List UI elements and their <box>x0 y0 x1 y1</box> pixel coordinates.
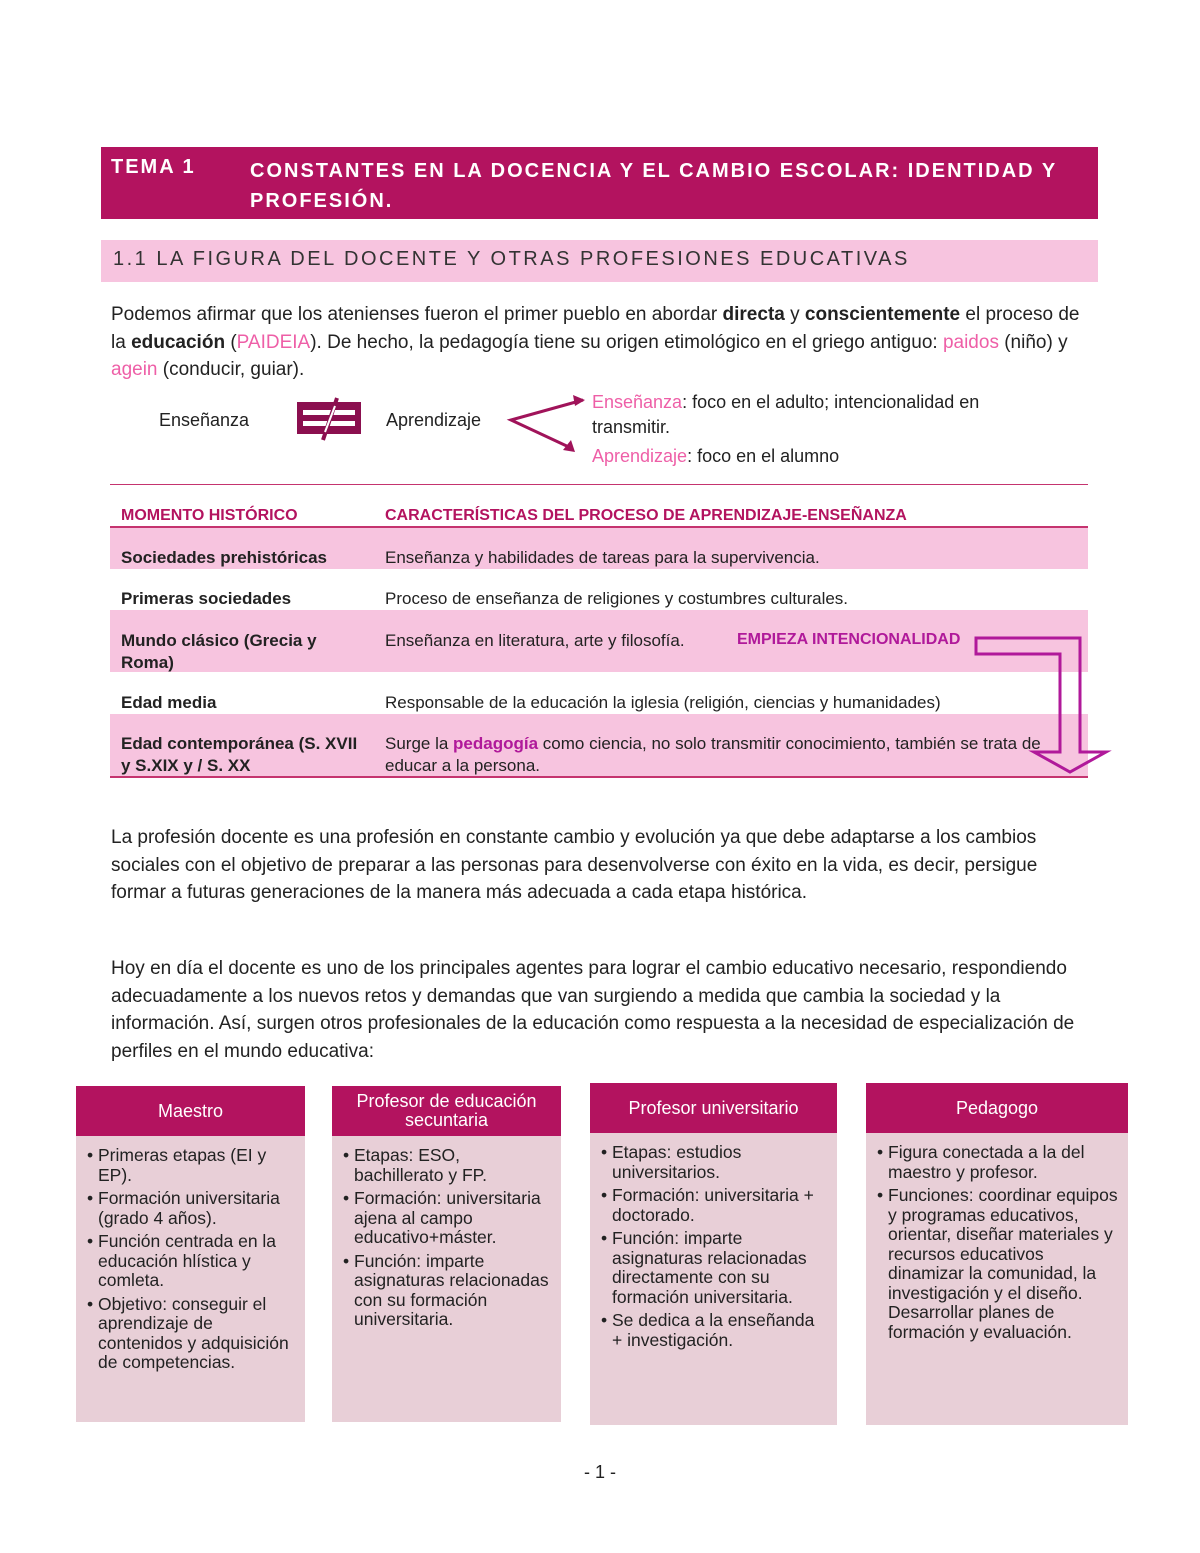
text: Surge la <box>385 734 454 753</box>
profile-card-pedagogo <box>866 1083 1128 1425</box>
pink-term: Enseñanza <box>592 392 683 412</box>
card-title: Maestro <box>76 1086 305 1136</box>
not-equal-icon <box>295 396 363 442</box>
diagram-left-label: Enseñanza <box>159 410 250 430</box>
card-title: Profesor de educación secuntaria <box>332 1086 561 1136</box>
text: ( <box>225 331 237 353</box>
bold-term: conscientemente <box>804 304 961 325</box>
table-cell-desc: Enseñanza y habilidades de tareas para la supervivencia. <box>385 548 820 567</box>
table-header-period: MOMENTO HISTÓRICO <box>121 507 298 524</box>
list-item: • Formación: universitaria ajena al campo educativo+máster. <box>346 1189 553 1248</box>
list-item: • Etapas: estudios universitarios. <box>604 1143 829 1182</box>
table-cell-desc: Proceso de enseñanza de religiones y costumbres culturales. <box>385 589 849 608</box>
pink-term: agein <box>111 359 158 380</box>
text: ). De hecho, la pedagogía tiene su origen etimológico en el griego antiguo: <box>310 331 943 353</box>
list-item: • Formación: universitaria + doctorado. <box>604 1186 829 1225</box>
pink-term: Aprendizaje <box>592 446 688 466</box>
profession-paragraph: La profesión docente es una profesión en constante cambio y evolución ya que debe adaptarse a los cambios sociales con el objetivo de preparar a las personas para desenvolverse con éxito en la vida, es decir, persigue formar a futuras generaciones de la manera más adecuada a cada etapa histórica. <box>111 827 1038 903</box>
card-list <box>866 1133 1128 1342</box>
diagram-right-label: Aprendizaje <box>386 410 482 430</box>
table-cell-desc: Enseñanza en literatura, arte y filosofía. <box>385 631 685 650</box>
list-item: • Figura conectada a la del maestro y profesor. <box>880 1143 1118 1182</box>
pink-term: paidos <box>942 331 999 353</box>
table-cell-period: Edad contemporánea (S. XVII y S.XIX y / S. XX <box>121 734 358 775</box>
highlight-term: pedagogía <box>453 734 539 753</box>
chapter-title-bar <box>101 147 1098 219</box>
list-item: • Funciones: coordinar equipos y programas educativos, orientar, diseñar materiales y recursos educativos dinamizar la comunidad, la investigación y el diseño. Desarrollar planes de formación y evaluación. <box>880 1186 1118 1342</box>
list-item: • Formación universitaria (grado 4 años). <box>90 1189 297 1228</box>
text: como ciencia, no solo transmitir conocimiento, también se trata de educar a la persona. <box>385 734 1041 775</box>
list-item: • Función: imparte asignaturas relacionadas directamente con su formación universitaria. <box>604 1229 829 1307</box>
card-title: Profesor universitario <box>590 1083 837 1133</box>
profile-card-maestro <box>76 1086 305 1422</box>
text: : foco en el alumno <box>687 446 840 466</box>
text: : foco en el adulto; intencionalidad en transmitir. <box>592 392 980 437</box>
section-heading: 1.1 LA FIGURA DEL DOCENTE Y OTRAS PROFESIONES EDUCATIVAS <box>113 248 910 270</box>
text: y <box>784 304 805 325</box>
table-cell-period: Edad media <box>121 693 217 712</box>
card-title: Pedagogo <box>866 1083 1128 1133</box>
text: Podemos afirmar que los atenienses fueron el primer pueblo en abordar <box>111 304 723 325</box>
table-header-characteristics: CARACTERÍSTICAS DEL PROCESO DE APRENDIZAJE-ENSEÑANZA <box>385 507 907 524</box>
list-item: • Etapas: ESO, bachillerato y FP. <box>346 1146 553 1185</box>
chapter-title: CONSTANTES EN LA DOCENCIA Y EL CAMBIO ESCOLAR: IDENTIDAD Y PROFESIÓN. <box>250 160 1057 212</box>
table-cell-desc: Responsable de la educación la iglesia (religión, ciencias y humanidades) <box>385 693 941 712</box>
text: (niño) y <box>998 331 1068 353</box>
table-cell-period: Sociedades prehistóricas <box>121 548 327 567</box>
table-top-rule <box>110 484 1088 485</box>
text: el proceso de la <box>111 304 1080 353</box>
bold-term: directa <box>722 304 785 325</box>
diagram-bottom-note <box>592 446 839 467</box>
table-cell-period: Primeras sociedades <box>121 589 292 608</box>
pink-term: PAIDEIA <box>236 331 311 353</box>
card-list <box>590 1133 837 1350</box>
intentionality-note: EMPIEZA INTENCIONALIDAD <box>737 631 961 648</box>
branch-arrows-icon <box>505 392 590 456</box>
bold-term: educación <box>131 331 226 353</box>
table-cell-desc <box>385 733 1065 777</box>
chapter-number: TEMA 1 <box>111 156 196 178</box>
card-list <box>76 1136 305 1373</box>
list-item: • Función: imparte asignaturas relacionadas con su formación universitaria. <box>346 1252 553 1330</box>
specialization-paragraph: Hoy en día el docente es uno de los principales agentes para lograr el cambio educativo necesario, respondiendo adecuadamente a los nuevos retos y demandas que van surgiendo a medida que cambia la sociedad y la información. Así, surgen otros profesionales de la educación como respuesta a la necesidad de especialización de perfiles en el mundo educativa: <box>111 958 1075 1062</box>
card-list <box>332 1136 561 1330</box>
diagram-top-note <box>592 390 1012 440</box>
list-item: • Primeras etapas (EI y EP). <box>90 1146 297 1185</box>
text: (conducir, guiar). <box>157 359 305 380</box>
table-cell-period: Mundo clásico (Grecia y Roma) <box>121 631 317 672</box>
list-item: • Se dedica a la enseñanda + investigación. <box>604 1311 829 1350</box>
list-item: • Función centrada en la educación hlística y comleta. <box>90 1232 297 1291</box>
intro-paragraph <box>111 301 1091 384</box>
profile-card-universitario <box>590 1083 837 1425</box>
list-item: • Objetivo: conseguir el aprendizaje de contenidos y adquisición de competencias. <box>90 1295 297 1373</box>
section-heading-bar <box>101 240 1098 282</box>
down-arrow-icon <box>974 634 1114 776</box>
page-number: - 1 - <box>583 1462 616 1482</box>
profile-card-secundaria <box>332 1086 561 1422</box>
